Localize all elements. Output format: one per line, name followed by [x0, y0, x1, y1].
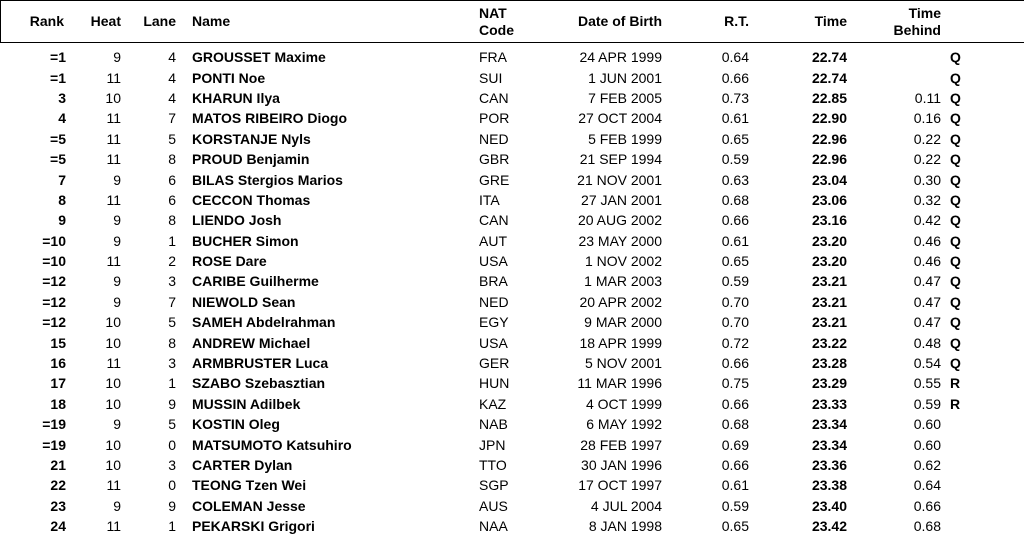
- table-row: [1, 210, 1024, 230]
- cell-heat: 10: [105, 395, 121, 412]
- header-behind-line1: Time: [908, 4, 941, 21]
- cell-date-of-birth: 7 FEB 2005: [588, 89, 662, 106]
- cell-heat: 10: [105, 314, 121, 331]
- cell-lane: 1: [168, 518, 176, 535]
- cell-rank: =5: [50, 130, 66, 147]
- cell-time-behind: 0.46: [913, 253, 941, 270]
- cell-nat-code: NED: [479, 130, 509, 147]
- cell-reaction-time: 0.61: [721, 477, 749, 494]
- cell-time: 23.34: [811, 416, 847, 433]
- cell-heat: 10: [105, 457, 121, 473]
- cell-qualification: Q: [950, 151, 961, 168]
- table-row: [1, 271, 1024, 291]
- cell-qualification: Q: [950, 130, 961, 147]
- cell-rank: =12: [42, 314, 66, 331]
- cell-qualification: [941, 434, 1024, 454]
- cell-qualification: Q: [950, 110, 961, 127]
- cell-lane: 6: [168, 191, 176, 208]
- cell-date-of-birth: 6 MAY 1992: [586, 416, 662, 433]
- cell-time: 23.16: [811, 212, 847, 229]
- cell-name: GROUSSET Maxime: [192, 49, 326, 66]
- cell-heat: 9: [113, 49, 121, 66]
- cell-qualification: [941, 496, 1024, 516]
- cell-name: TEONG Tzen Wei: [192, 477, 307, 494]
- cell-reaction-time: 0.68: [721, 191, 749, 208]
- cell-nat-code: AUS: [479, 497, 508, 514]
- cell-rank: 17: [50, 375, 66, 392]
- cell-heat: 11: [106, 110, 121, 127]
- cell-lane: 6: [168, 171, 176, 188]
- cell-date-of-birth: 11 MAR 1996: [577, 375, 662, 392]
- cell-lane: 5: [168, 314, 176, 331]
- cell-date-of-birth: 27 OCT 2004: [578, 110, 662, 127]
- cell-name: SAMEH Abdelrahman: [192, 314, 336, 331]
- cell-lane: 2: [168, 253, 176, 270]
- cell-heat: 11: [106, 355, 121, 372]
- cell-nat-code: GER: [479, 355, 510, 372]
- cell-qualification: [941, 475, 1024, 495]
- cell-rank: =10: [42, 232, 66, 249]
- cell-time: 23.28: [811, 355, 847, 372]
- cell-lane: 0: [168, 477, 176, 494]
- cell-nat-code: USA: [479, 334, 508, 351]
- cell-heat: 11: [106, 518, 121, 535]
- cell-lane: 4: [168, 49, 176, 66]
- cell-time-behind: 0.46: [913, 232, 941, 249]
- header-heat: Heat: [66, 1, 121, 43]
- cell-date-of-birth: 30 JAN 1996: [581, 457, 662, 473]
- cell-date-of-birth: 28 FEB 1997: [580, 436, 662, 453]
- cell-date-of-birth: 24 APR 1999: [579, 49, 662, 66]
- cell-heat: 11: [106, 69, 121, 86]
- cell-reaction-time: 0.61: [721, 232, 749, 249]
- cell-name: PONTI Noe: [192, 69, 266, 86]
- cell-qualification: [941, 414, 1024, 434]
- cell-lane: 7: [168, 293, 176, 310]
- cell-nat-code: TTO: [479, 457, 507, 473]
- cell-time: 23.20: [811, 232, 847, 249]
- cell-rank: =12: [42, 293, 66, 310]
- header-nat-line1: NAT: [479, 4, 507, 21]
- cell-rank: 23: [50, 497, 66, 514]
- cell-nat-code: EGY: [479, 314, 509, 331]
- cell-name: ARMBRUSTER Luca: [192, 355, 329, 372]
- cell-name: KORSTANJE Nyls: [192, 130, 311, 147]
- cell-time-behind: 0.47: [913, 273, 941, 290]
- cell-name: PROUD Benjamin: [192, 151, 310, 168]
- cell-rank: 7: [58, 171, 66, 188]
- header-behind-line2: Behind: [893, 21, 941, 38]
- cell-lane: 3: [168, 273, 176, 290]
- cell-heat: 11: [106, 477, 121, 494]
- table-row: [1, 292, 1024, 312]
- cell-reaction-time: 0.66: [721, 69, 749, 86]
- cell-name: COLEMAN Jesse: [192, 497, 306, 514]
- cell-reaction-time: 0.61: [721, 110, 749, 127]
- cell-rank: 8: [58, 191, 66, 208]
- cell-nat-code: GRE: [479, 171, 510, 188]
- cell-reaction-time: 0.70: [721, 293, 749, 310]
- cell-qualification: Q: [950, 314, 961, 331]
- cell-nat-code: BRA: [479, 273, 508, 290]
- cell-time-behind: 0.47: [913, 293, 941, 310]
- header-nat-line2: Code: [479, 21, 514, 38]
- cell-time: 23.22: [811, 334, 847, 351]
- cell-time-behind: 0.32: [913, 191, 941, 208]
- cell-qualification: Q: [950, 334, 961, 351]
- cell-reaction-time: 0.65: [721, 518, 749, 535]
- cell-time-behind: 0.68: [913, 518, 941, 535]
- cell-name: CARIBE Guilherme: [192, 273, 319, 290]
- cell-name: LIENDO Josh: [192, 212, 282, 229]
- cell-name: KOSTIN Oleg: [192, 416, 280, 433]
- table-row: [1, 67, 1024, 87]
- cell-lane: 5: [168, 416, 176, 433]
- cell-qualification: Q: [950, 171, 961, 188]
- cell-name: ROSE Dare: [192, 253, 267, 270]
- cell-date-of-birth: 17 OCT 1997: [578, 477, 662, 494]
- cell-qualification: Q: [950, 212, 961, 229]
- cell-nat-code: SGP: [479, 477, 509, 494]
- cell-reaction-time: 0.59: [721, 497, 749, 514]
- cell-nat-code: AUT: [479, 232, 507, 249]
- table-row: [1, 373, 1024, 393]
- cell-reaction-time: 0.72: [721, 334, 749, 351]
- cell-heat: 9: [113, 293, 121, 310]
- table-row: [1, 43, 1024, 68]
- cell-rank: =19: [42, 416, 66, 433]
- cell-heat: 9: [113, 232, 121, 249]
- cell-date-of-birth: 1 MAR 2003: [584, 273, 662, 290]
- table-row: [1, 394, 1024, 414]
- cell-lane: 7: [168, 110, 176, 127]
- cell-lane: 4: [168, 69, 176, 86]
- cell-date-of-birth: 20 AUG 2002: [577, 212, 662, 229]
- cell-rank: =5: [50, 151, 66, 168]
- cell-time: 22.74: [811, 69, 847, 86]
- cell-date-of-birth: 4 OCT 1999: [585, 395, 662, 412]
- cell-lane: 3: [168, 457, 176, 473]
- cell-qualification: [941, 516, 1024, 536]
- cell-nat-code: SUI: [479, 69, 503, 86]
- table-row: [1, 414, 1024, 434]
- cell-qualification: Q: [950, 69, 961, 86]
- cell-time: 23.21: [811, 293, 847, 310]
- cell-name: MUSSIN Adilbek: [192, 395, 301, 412]
- table-row: [1, 516, 1024, 536]
- header-reaction-time: R.T.: [662, 1, 749, 43]
- cell-nat-code: NED: [479, 293, 509, 310]
- cell-name: BUCHER Simon: [192, 232, 299, 249]
- cell-qualification: Q: [950, 232, 961, 249]
- cell-nat-code: POR: [479, 110, 510, 127]
- cell-name: BILAS Stergios Marios: [192, 171, 343, 188]
- cell-time: 23.36: [811, 457, 847, 473]
- cell-lane: 3: [168, 355, 176, 372]
- cell-qualification: Q: [950, 89, 961, 106]
- cell-lane: 1: [168, 232, 176, 249]
- cell-reaction-time: 0.66: [721, 457, 749, 473]
- table-row: [1, 169, 1024, 189]
- cell-nat-code: CAN: [479, 89, 509, 106]
- cell-rank: 4: [58, 110, 66, 127]
- cell-heat: 9: [113, 416, 121, 433]
- cell-time-behind: 0.60: [913, 436, 941, 453]
- table-row: [1, 455, 1024, 475]
- cell-date-of-birth: 4 JUL 2004: [590, 497, 662, 514]
- cell-name: NIEWOLD Sean: [192, 293, 296, 310]
- table-row: [1, 475, 1024, 495]
- cell-time-behind: [847, 43, 941, 68]
- cell-reaction-time: 0.68: [721, 416, 749, 433]
- cell-heat: 11: [106, 191, 121, 208]
- cell-name: CARTER Dylan: [192, 457, 293, 473]
- cell-rank: =10: [42, 253, 66, 270]
- table-row: [1, 353, 1024, 373]
- cell-nat-code: JPN: [479, 436, 506, 453]
- cell-time: 23.04: [811, 171, 847, 188]
- cell-rank: =12: [42, 273, 66, 290]
- cell-time: 22.90: [811, 110, 847, 127]
- cell-lane: 8: [168, 334, 176, 351]
- cell-time-behind: 0.66: [913, 497, 941, 514]
- cell-date-of-birth: 1 NOV 2002: [584, 253, 662, 270]
- cell-heat: 11: [106, 130, 121, 147]
- cell-name: MATOS RIBEIRO Diogo: [192, 110, 348, 127]
- cell-nat-code: CAN: [479, 212, 509, 229]
- header-row: [1, 1, 1024, 43]
- cell-time: 22.85: [811, 89, 847, 106]
- cell-reaction-time: 0.63: [721, 171, 749, 188]
- cell-nat-code: KAZ: [479, 395, 507, 412]
- cell-reaction-time: 0.59: [721, 273, 749, 290]
- cell-name: PEKARSKI Grigori: [192, 518, 315, 535]
- cell-date-of-birth: 5 FEB 1999: [588, 130, 662, 147]
- cell-rank: =19: [42, 436, 66, 453]
- cell-time-behind: 0.22: [913, 130, 941, 147]
- cell-time: 23.20: [811, 253, 847, 270]
- cell-lane: 8: [168, 212, 176, 229]
- cell-time: 23.21: [811, 314, 847, 331]
- header-time-behind: [847, 1, 941, 43]
- cell-name: KHARUN Ilya: [192, 89, 280, 106]
- header-time: Time: [749, 1, 847, 43]
- table-body: [1, 43, 1024, 537]
- cell-lane: 1: [168, 375, 176, 392]
- cell-date-of-birth: 8 JAN 1998: [588, 518, 662, 535]
- cell-name: CECCON Thomas: [192, 191, 311, 208]
- cell-qualification: Q: [950, 293, 961, 310]
- cell-reaction-time: 0.59: [721, 151, 749, 168]
- cell-name: SZABO Szebasztian: [192, 375, 326, 392]
- cell-qualification: R: [950, 375, 961, 392]
- cell-time-behind: 0.47: [913, 314, 941, 331]
- cell-qualification: Q: [950, 355, 961, 372]
- cell-lane: 5: [168, 130, 176, 147]
- cell-reaction-time: 0.64: [721, 49, 749, 66]
- cell-rank: 9: [58, 212, 66, 229]
- cell-heat: 10: [105, 334, 121, 351]
- cell-reaction-time: 0.73: [721, 89, 749, 106]
- cell-rank: =1: [50, 69, 66, 86]
- cell-date-of-birth: 5 NOV 2001: [584, 355, 662, 372]
- cell-rank: 24: [50, 518, 66, 535]
- cell-date-of-birth: 1 JUN 2001: [588, 69, 662, 86]
- cell-time: 23.42: [811, 518, 847, 535]
- table-row: [1, 434, 1024, 454]
- cell-heat: 9: [113, 212, 121, 229]
- cell-time-behind: 0.42: [913, 212, 941, 229]
- cell-date-of-birth: 20 APR 2002: [579, 293, 662, 310]
- table-row: [1, 88, 1024, 108]
- cell-date-of-birth: 18 APR 1999: [579, 334, 662, 351]
- cell-time: 22.74: [811, 49, 847, 66]
- cell-nat-code: HUN: [479, 375, 510, 392]
- header-lane: Lane: [121, 1, 176, 43]
- cell-nat-code: GBR: [479, 151, 510, 168]
- cell-time: 23.33: [811, 395, 847, 412]
- cell-time-behind: 0.55: [913, 375, 941, 392]
- table-row: [1, 149, 1024, 169]
- table-row: [1, 496, 1024, 516]
- cell-reaction-time: 0.65: [721, 253, 749, 270]
- cell-nat-code: NAA: [479, 518, 508, 535]
- cell-time-behind: 0.54: [913, 355, 941, 372]
- cell-lane: 4: [168, 89, 176, 106]
- cell-date-of-birth: 27 JAN 2001: [581, 191, 662, 208]
- table-row: [1, 129, 1024, 149]
- cell-rank: 3: [58, 89, 66, 106]
- cell-qualification: Q: [950, 191, 961, 208]
- cell-rank: 16: [50, 355, 66, 372]
- cell-heat: 11: [106, 253, 121, 270]
- cell-time: 23.29: [811, 375, 847, 392]
- cell-qualification: [941, 455, 1024, 475]
- cell-date-of-birth: 21 NOV 2001: [577, 171, 662, 188]
- cell-rank: 21: [50, 457, 66, 473]
- cell-date-of-birth: 21 SEP 1994: [579, 151, 662, 168]
- cell-time: 23.38: [811, 477, 847, 494]
- cell-heat: 10: [105, 375, 121, 392]
- table-row: [1, 251, 1024, 271]
- header-qualification: [941, 1, 1024, 43]
- cell-rank: 18: [50, 395, 66, 412]
- cell-time: 23.34: [811, 436, 847, 453]
- cell-nat-code: ITA: [479, 191, 500, 208]
- cell-lane: 9: [168, 497, 176, 514]
- cell-rank: =1: [50, 49, 66, 66]
- cell-time: 23.06: [811, 191, 847, 208]
- cell-qualification: Q: [950, 253, 961, 270]
- cell-date-of-birth: 9 MAR 2000: [584, 314, 662, 331]
- cell-time-behind: 0.48: [913, 334, 941, 351]
- table-header: [1, 1, 1024, 43]
- cell-time-behind: 0.11: [914, 89, 941, 106]
- cell-heat: 11: [106, 151, 121, 168]
- cell-time: 23.21: [811, 273, 847, 290]
- cell-time-behind: 0.64: [913, 477, 941, 494]
- cell-time-behind: 0.60: [913, 416, 941, 433]
- cell-nat-code: USA: [479, 253, 508, 270]
- cell-time-behind: 0.62: [913, 457, 941, 473]
- cell-rank: 15: [50, 334, 66, 351]
- cell-time-behind: 0.30: [913, 171, 941, 188]
- cell-nat-code: NAB: [479, 416, 508, 433]
- cell-heat: 10: [105, 89, 121, 106]
- cell-time: 23.40: [811, 497, 847, 514]
- table-row: [1, 190, 1024, 210]
- table-row: [1, 231, 1024, 251]
- table-row: [1, 312, 1024, 332]
- cell-time-behind: 0.16: [913, 110, 941, 127]
- cell-time-behind: 0.22: [913, 151, 941, 168]
- cell-heat: 10: [105, 436, 121, 453]
- cell-lane: 0: [168, 436, 176, 453]
- cell-time-behind: [847, 67, 941, 87]
- cell-lane: 8: [168, 151, 176, 168]
- table-row: [1, 332, 1024, 352]
- cell-qualification: Q: [950, 273, 961, 290]
- header-date-of-birth: Date of Birth: [547, 1, 662, 43]
- cell-time-behind: 0.59: [913, 395, 941, 412]
- cell-name: MATSUMOTO Katsuhiro: [192, 436, 352, 453]
- cell-qualification: R: [950, 395, 961, 412]
- cell-reaction-time: 0.65: [721, 130, 749, 147]
- cell-time: 22.96: [811, 130, 847, 147]
- cell-lane: 9: [168, 395, 176, 412]
- cell-reaction-time: 0.70: [721, 314, 749, 331]
- cell-reaction-time: 0.75: [721, 375, 749, 392]
- header-nat-code: [479, 1, 547, 43]
- cell-heat: 9: [113, 273, 121, 290]
- cell-reaction-time: 0.66: [721, 355, 749, 372]
- header-rank: Rank: [1, 1, 67, 43]
- cell-rank: 22: [50, 477, 66, 494]
- cell-reaction-time: 0.66: [721, 212, 749, 229]
- cell-time: 22.96: [811, 151, 847, 168]
- cell-heat: 9: [113, 171, 121, 188]
- table-row: [1, 108, 1024, 128]
- cell-qualification: Q: [950, 49, 961, 66]
- header-name: Name: [176, 1, 479, 43]
- cell-name: ANDREW Michael: [192, 334, 311, 351]
- cell-reaction-time: 0.69: [721, 436, 749, 453]
- cell-reaction-time: 0.66: [721, 395, 749, 412]
- cell-date-of-birth: 23 MAY 2000: [578, 232, 662, 249]
- cell-nat-code: FRA: [479, 49, 507, 66]
- cell-heat: 9: [113, 497, 121, 514]
